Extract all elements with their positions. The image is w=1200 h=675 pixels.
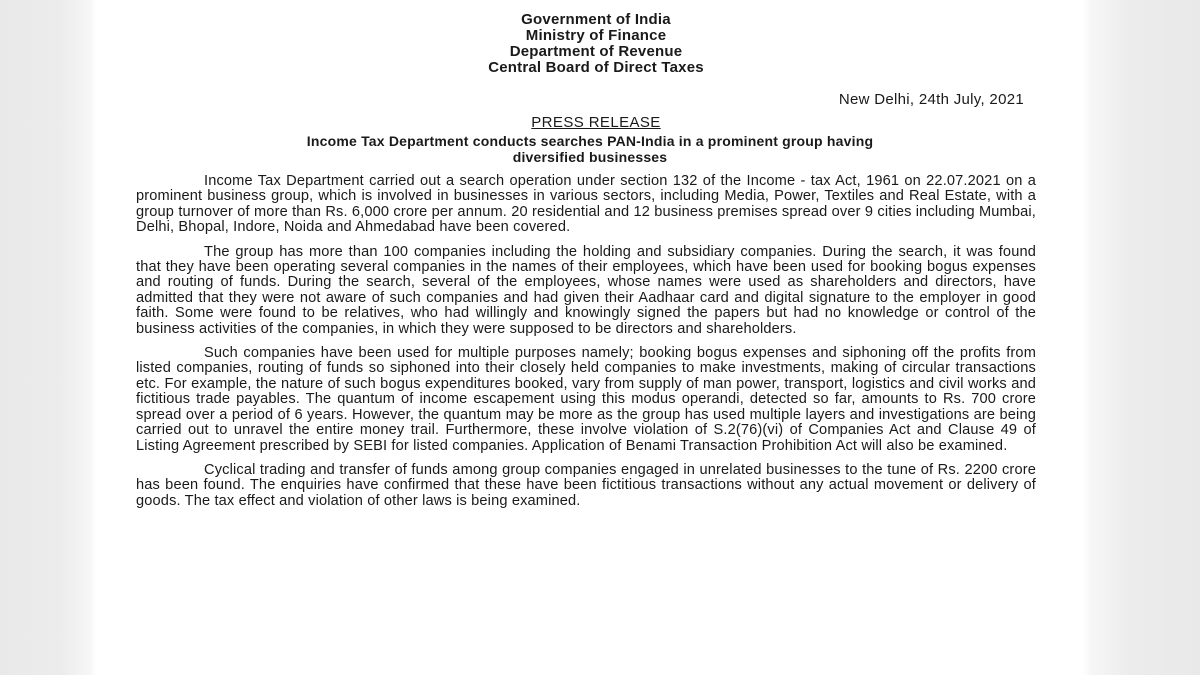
left-margin-band	[0, 0, 96, 675]
header-line-government: Government of India	[521, 11, 671, 28]
header-line-ministry: Ministry of Finance	[525, 27, 667, 44]
press-release-label: PRESS RELEASE	[531, 114, 661, 131]
body-paragraph-2	[136, 245, 1036, 337]
subject-line-1: Income Tax Department conducts searches PAN-India in a prominent group having	[306, 133, 874, 149]
press-release-document	[128, 0, 1064, 675]
right-margin-band	[1082, 0, 1200, 675]
header-line-department: Department of Revenue	[509, 43, 683, 60]
subject-line-2: diversified businesses	[512, 149, 668, 165]
body-paragraph-2-text: The group has more than 100 companies including the holding and subsidiary companies. During the search, it was found that they have been operating several companies in the names of their employees, which have been used for booking bogus expenses and routing of funds. During the search, several of the employees, whose names were used as shareholders and directors, have admitted that they were not aware of such companies and had given their Aadhaar card and digital signature to the employer in good faith. Some were found to be relatives, who had willingly and knowingly signed the papers but had no knowledge or control of the business activities of the companies, in which they were supposed to be directors and shareholders.	[136, 243, 1036, 337]
body-paragraph-3-text: Such companies have been used for multiple purposes namely; booking bogus expenses and siphoning off the profits from listed companies, routing of funds so siphoned into their closely held companies to make investments, making of circular transactions etc. For example, the nature of such bogus expenditures booked, vary from supply of man power, transport, logistics and civil works and fictitious trade payables. The quantum of income escapement using this modus operandi, detected so far, amounts to Rs. 700 crore spread over a period of 6 years. However, the quantum may be more as the group has used multiple layers and investigations are being carried out to unravel the entire money trail. Furthermore, these involve violation of S.2(76)(vi) of Companies Act and Clause 49 of Listing Agreement prescribed by SEBI for listed companies. Application of Benami Transaction Prohibition Act will also be examined.	[136, 345, 1036, 454]
issuing-authority-header	[128, 12, 1064, 76]
press-release-subject	[128, 133, 1052, 165]
body-paragraph-1	[136, 174, 1036, 236]
body-paragraph-4	[136, 463, 1036, 509]
dateline: New Delhi, 24th July, 2021	[838, 91, 1024, 108]
body-paragraph-4-text: Cyclical trading and transfer of funds among group companies engaged in unrelated businesses to the tune of Rs. 2200 crore has been found. The enquiries have confirmed that these have been fictitious transactions without any actual movement or delivery of goods. The tax effect and violation of other laws is being examined.	[136, 461, 1036, 509]
body-paragraph-3	[136, 346, 1036, 454]
body-paragraph-1-text: Income Tax Department carried out a search operation under section 132 of the Income - tax Act, 1961 on 22.07.2021 on a prominent business group, which is involved in businesses in various sectors, including Media, Power, Textiles and Real Estate, with a group turnover of more than Rs. 6,000 crore per annum. 20 residential and 12 business premises spread over 9 cities including Mumbai, Delhi, Bhopal, Indore, Noida and Ahmedabad have been covered.	[136, 173, 1036, 236]
header-line-board: Central Board of Direct Taxes	[488, 59, 704, 76]
